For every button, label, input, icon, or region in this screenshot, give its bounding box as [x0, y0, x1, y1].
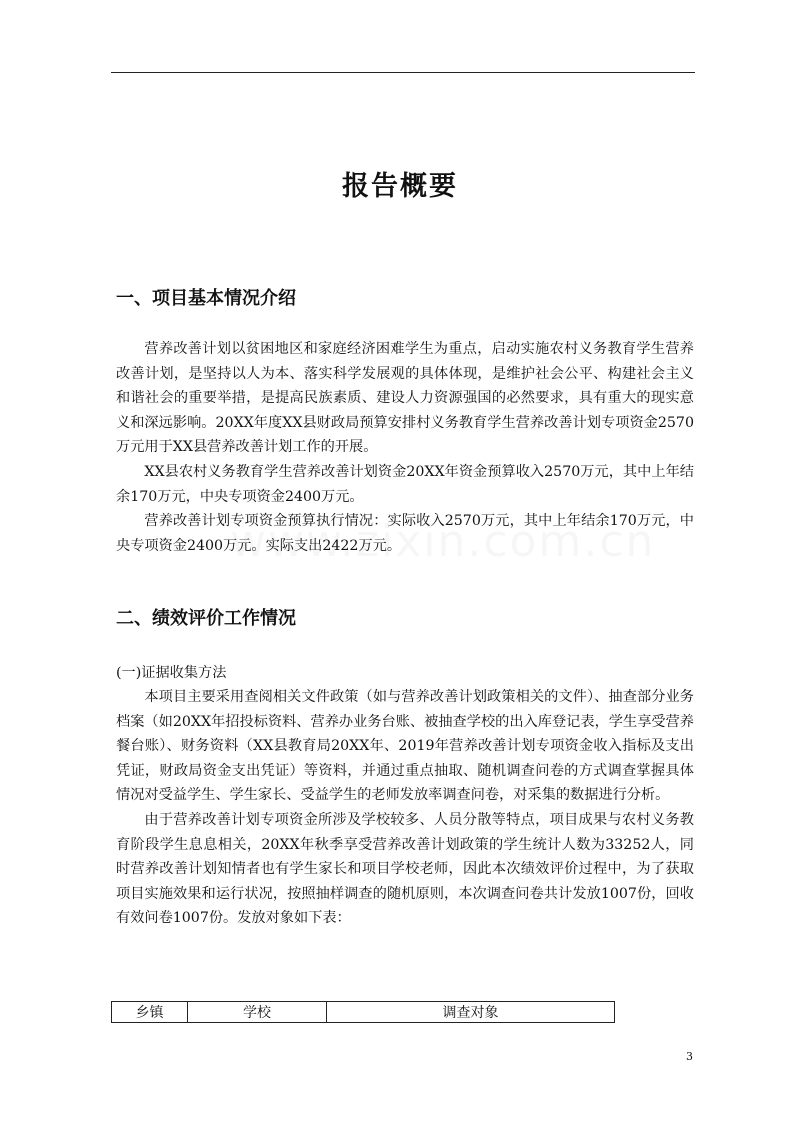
section-2-body [116, 685, 694, 931]
section-1-paragraph: 营养改善计划专项资金预算执行情况：实际收入2570万元，其中上年结余170万元，中央专项资金2400万元。实际支出2422万元。 [116, 513, 694, 554]
section-1-paragraph: 营养改善计划以贫困地区和家庭经济困难学生为重点，启动实施农村义务教育学生营养改善计划，是坚持以人为本、落实科学发展观的具体体现，是维护社会公平、构建社会主义和谐社会的重要举措，是提高民族素质、建设人力资源强国的必然要求，具有重大的现实意义和深远影响。20XX年度XX县财政局预算安排村义务教育学生营养改善计划专项资金2570万元用于XX县营养改善计划工作的开展。 [116, 341, 694, 456]
section-2-paragraph: 本项目主要采用查阅相关文件政策（如与营养改善计划政策相关的文件）、抽查部分业务档案（如20XX年招投标资料、营养办业务台账、被抽查学校的出入库登记表，学生享受营养餐台账）、财务资料（XX县教育局20XX年、2019年营养改善计划专项资金收入指标及支出凭证，财政局资金支出凭证）等资料，并通过重点抽取、随机调查问卷的方式调查掌握具体情况对受益学生、学生家长、受益学生的老师发放率调查问卷，对采集的数据进行分析。 [116, 689, 694, 804]
page-number: 3 [686, 1050, 693, 1063]
section-2-heading: 二、绩效评价工作情况 [116, 608, 296, 629]
section-1-heading: 一、项目基本情况介绍 [116, 288, 296, 309]
section-1-body [116, 337, 694, 558]
table-header-cell: 调查对象 [327, 1002, 615, 1023]
section-1-paragraph: XX县农村义务教育学生营养改善计划资金20XX年资金预算收入2570万元，其中上年结余170万元，中央专项资金2400万元。 [116, 463, 694, 505]
table-header-row [112, 1002, 615, 1023]
table-header-cell: 乡镇 [112, 1002, 188, 1023]
table-header-cell: 学校 [188, 1002, 327, 1023]
header-rule [111, 72, 695, 73]
survey-table [111, 1001, 615, 1023]
page-title: 报告概要 [342, 171, 458, 202]
section-2-subheading: (一)证据收集方法 [116, 665, 227, 681]
section-2-paragraph: 由于营养改善计划专项资金所涉及学校较多、人员分散等特点，项目成果与农村义务教育阶段学生息息相关，20XX年秋季享受营养改善计划政策的学生统计人数为33252人，同时营养改善计划知情者也有学生家长和项目学校老师，因此本次绩效评价过程中，为了获取项目实施效果和运行状况，按照抽样调查的随机原则，本次调查问卷共计发放1007份，回收有效问卷1007份。发放对象如下表： [116, 811, 694, 927]
